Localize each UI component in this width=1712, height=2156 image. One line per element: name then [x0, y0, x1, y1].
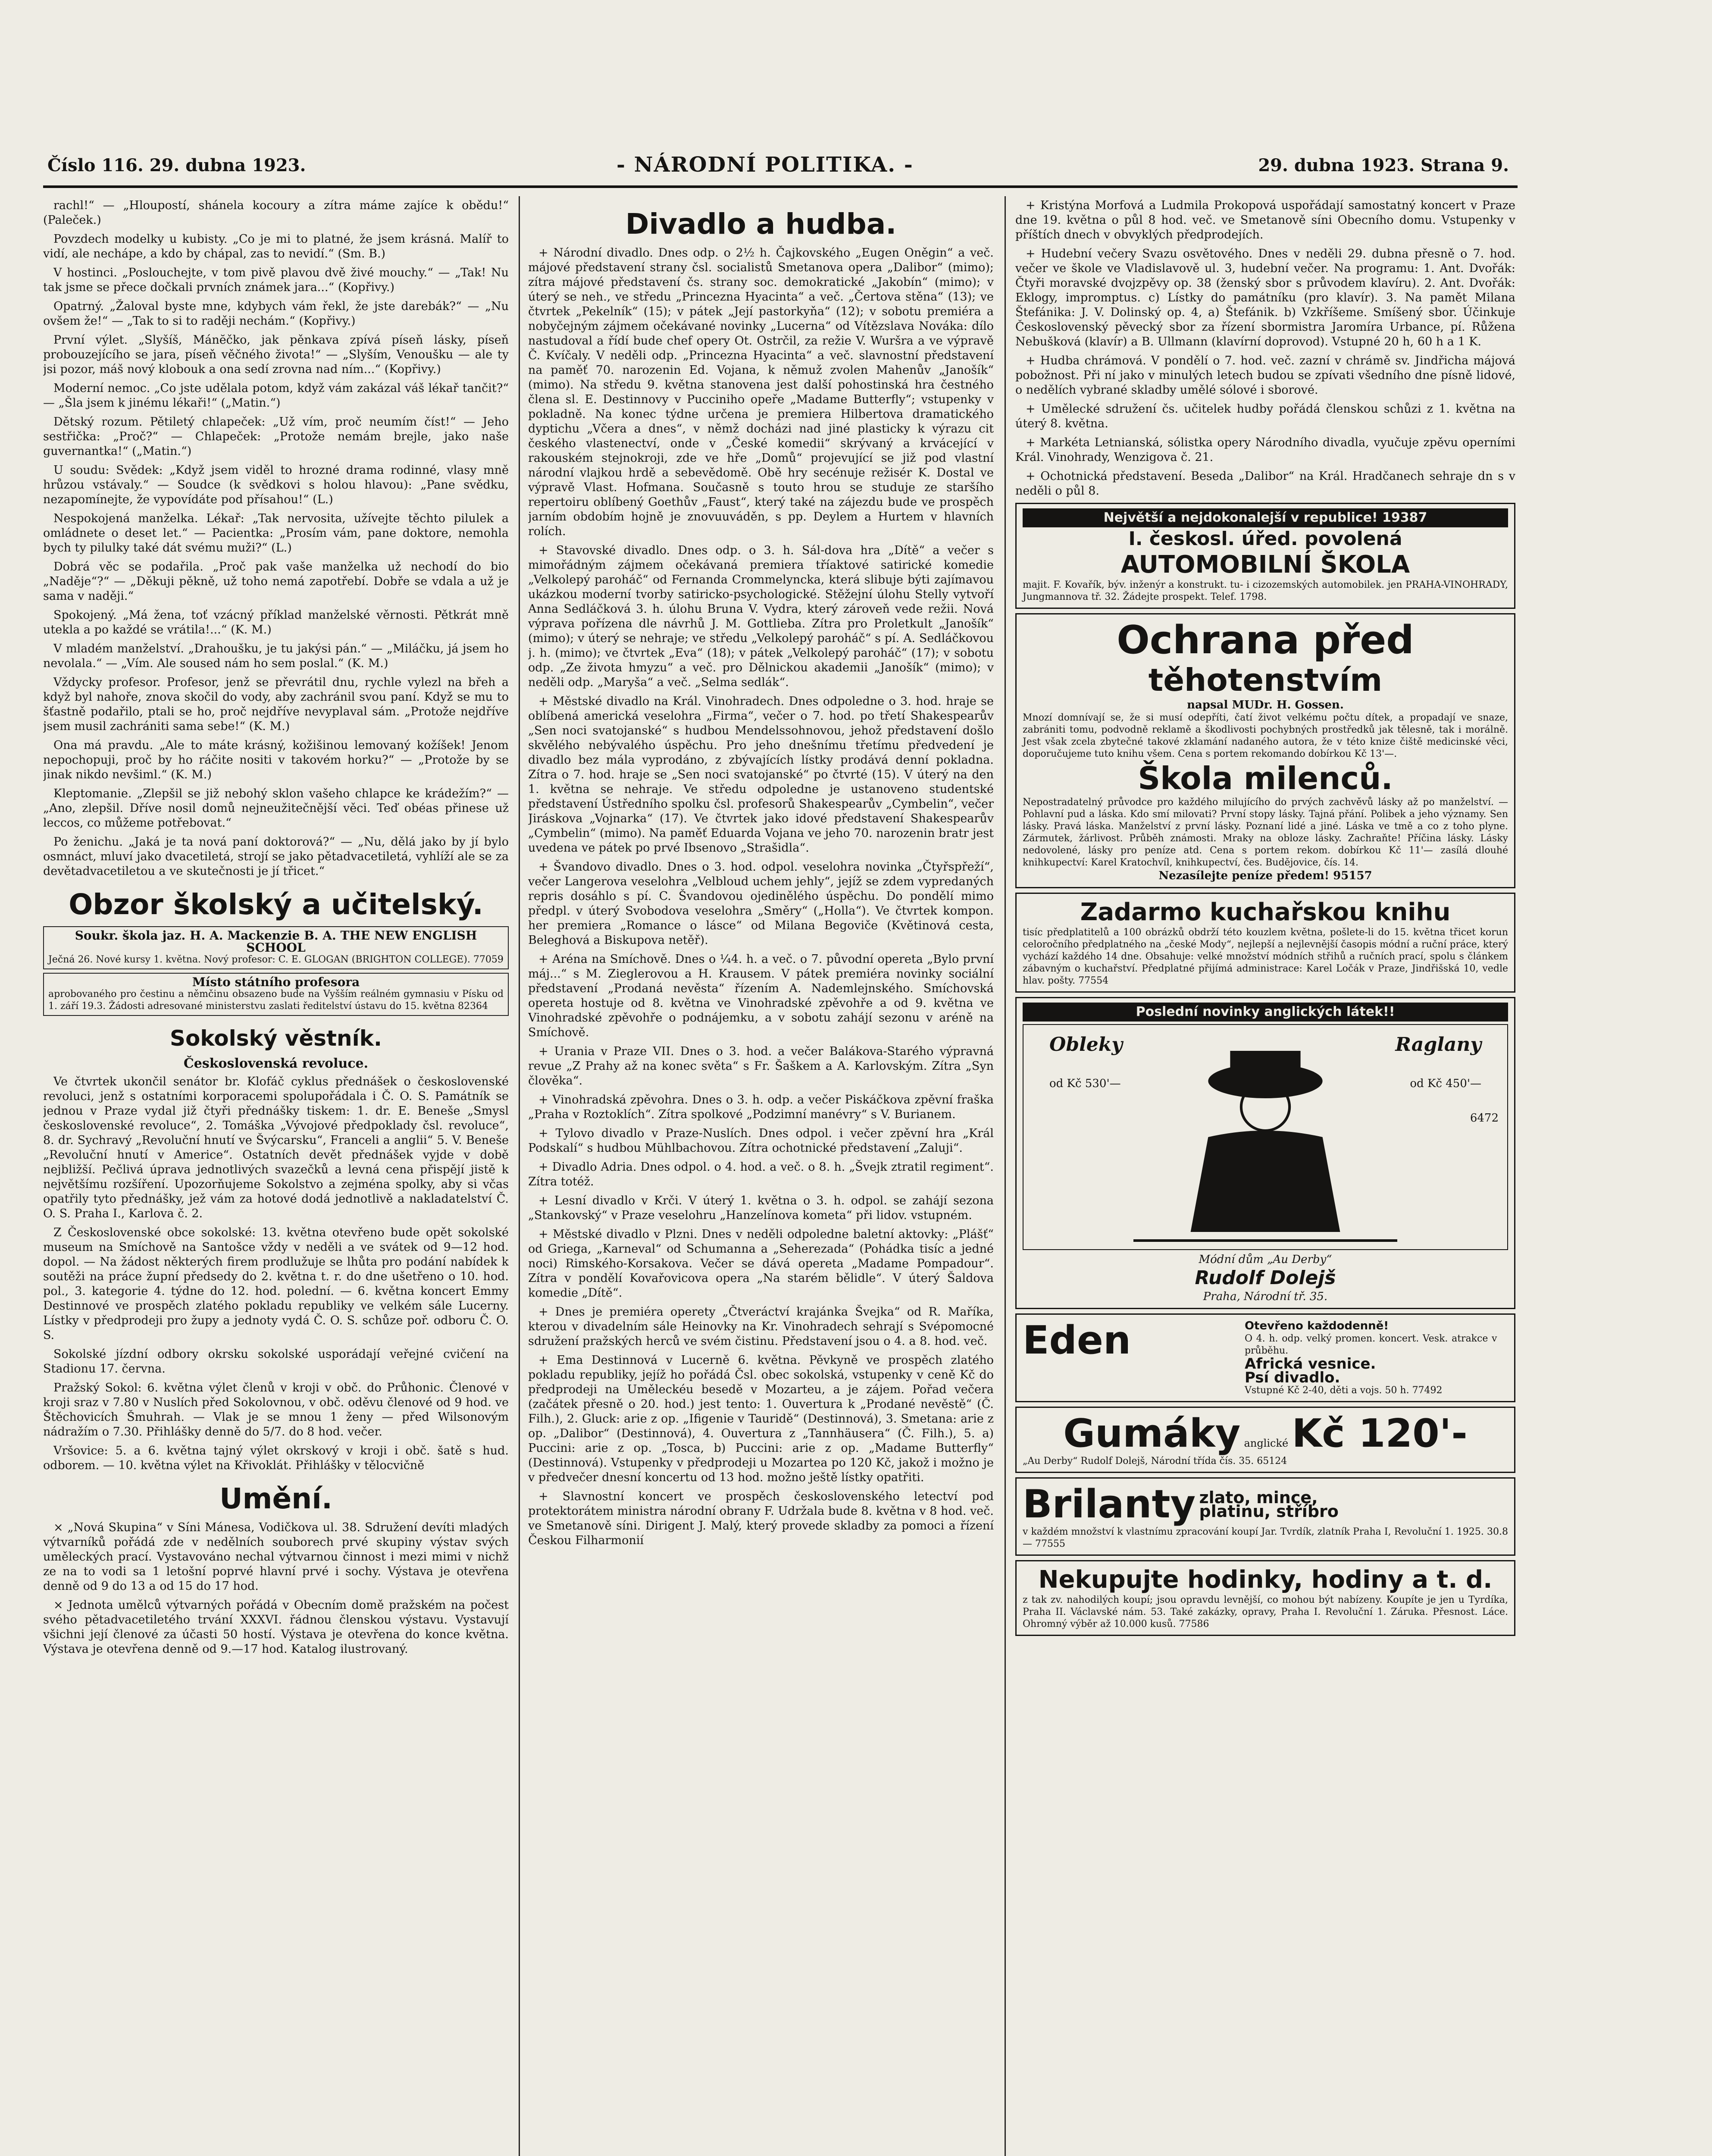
- jokes-section: [43, 198, 509, 879]
- ad-subheadline: Psí divadlo.: [1244, 1369, 1340, 1386]
- shop-label: Módní dům „Au Derby“: [1199, 1253, 1332, 1266]
- ad-subheadline: zlato, mince, platinu, stříbro: [1199, 1488, 1339, 1521]
- theatre-paragraph: + Vinohradská zpěvohra. Dnes o 3. h. odp. a večer Piskáčkova zpěvní fraška „Praha v Roztoklích“. Zítra spolkové „Podzimní manévry“ s V. Burianem.: [528, 1093, 994, 1121]
- joke-paragraph: Opatrný. „Žaloval byste mne, kdybych vám řekl, že jste darebák?“ — „Nu ovšem že!“ — „Tak to si to raději nechám.“ (Kopřivy.): [43, 300, 509, 328]
- column-divider: [519, 196, 520, 2156]
- ad-driving-school: [1015, 503, 1515, 609]
- masthead: - NÁRODNÍ POLITIKA. -: [617, 153, 914, 177]
- theatre-paragraph: + Ema Destinnová v Lucerně 6. května. Pěvkyně ve prospěch zlatého pokladu republiky, jejíž ho pořádá Čsl. obec sokolská, vstupenky v ceně Kč do předprodeji na Uměleckéu besedě v Mozarteu, a je zájem. Pořad večera (začátek přesně o 20. hod.) jest tento: 1. Ouvertura k „Prodané nevěstě“ (Č. Filh.), 2. Gluck: arie z op. „Ifigenie v Tauridě“ (Destinnová), 3. Smetana: arie z op. „Dalibor“ (Destinnová), 4. Ouvertura z „Tannhäusera“ (Č. Filh.), 5. a) Puccini: arie z op. „Tosca, b) Puccini: arie z op. „Madame Butterfly“ (Destinnová). Vstupenky v předprodeji u Mozartea po 120 Kč, jakož i možno je v předvečer dnesní koncertu od 13 hod. možno ještě lístky opatřiti.: [528, 1354, 994, 1484]
- theatre-section: [528, 246, 994, 1548]
- ad-author: napsal MUDr. H. Gossen.: [1187, 699, 1344, 711]
- theatre-paragraph: + Tylovo divadlo v Praze-Nuslích. Dnes odpol. i večer zpěvní hra „Král Podskalí“ s hudbou Mühlbachovou. Zítra ochotnické představení „Zaluji“.: [528, 1127, 994, 1155]
- music-paragraph: + Hudba chrámová. V pondělí o 7. hod. več. zazní v chrámě sv. Jindřicha májová pobožnost. Při ní jako v minulých letech budou se zpívati všedního dne písně lidové, o nedělích vybrané skladby umělé sólové i sborové.: [1015, 354, 1515, 397]
- theatre-paragraph: + Lesní divadlo v Krči. V úterý 1. května o 3. h. odpol. se zahájí sezona „Stankovský“ v Praze veselohru „Hanzelínova kometa“ při lidov. vstupném.: [528, 1194, 994, 1222]
- sokol-paragraph: Sokolské jízdní odbory okrsku sokolské usporádají veřejné cvičení na Stadionu 17. června.: [43, 1348, 509, 1376]
- ad-books: [1015, 613, 1515, 888]
- joke-paragraph: Dobrá věc se podařila. „Proč pak vaše manželka už nechodí do bio „Naděje“?“ — „Děkuji pěkně, už toho nemá zapotřebí. Dobře se vdala a už je sama v naději.“: [43, 560, 509, 603]
- ad-headline: Eden: [1023, 1318, 1131, 1363]
- ad-headline: Brilanty: [1023, 1482, 1196, 1527]
- ad-text: tisíc předplatitelů a 100 obrázků obdrží této kouzlem května, pošlete-li do 15. května třicet korun celoročního předplatného na „české Mody“, nejlepší a nejlevnější časopis módní a ruční práce, který vychází každého 14 dne. Obsahuje: velké množství módních střihů a ručních prací, spolu s článkem zábavným o kuchařství. Předplatné přijímá administrace: Karel Ločák v Praze, Jindřišská 10, vedle hlav. pošty. 77554: [1023, 927, 1508, 986]
- ad-headline: AUTOMOBILNÍ ŠKOLA: [1120, 551, 1410, 579]
- header-rule: [43, 185, 1518, 188]
- joke-paragraph: Vždycky profesor. Profesor, jenž se převrátil dnu, rychle vylezl na břeh a když byl nahoře, znova skočil do vody, aby zachránil svou paní. Když se mu to šťastně podařilo, ptali se ho, proč nejdříve nevyplaval sám. „Protože nejdříve jsem musil zachrániti sama sebe!“ (K. M.): [43, 676, 509, 733]
- music-paragraph: + Kristýna Morfová a Ludmila Prokopová uspořádají samostatný koncert v Praze dne 19. května o půl 8 hod. več. ve Smetanově síni Obecního domu. Vstupenky v příštích dnech v obvyklých předprodejích.: [1015, 199, 1515, 241]
- ad-price: od Kč 450'—: [1410, 1077, 1481, 1090]
- ad-text: Mnozí domnívají se, že si musí odepříti, čatí život velkému počtu dítek, a propadají ve snaze, zabrániti tomu, podvodně reklamě a škodlivosti pochybných prostředků jak tělesně, tak i morálně. Jest však zcela zbytečné takové zklamání nadaného autora, že v této knize čiště medicinské věci, doporučujeme tuto knihu všem. Cena s portem rekomando dobírkou Kč 13'—.: [1023, 712, 1508, 759]
- art-paragraph: × Jednota umělců výtvarných pořádá v Obecním domě pražském na počest svého pětadvacetiletého trvání XXXVI. řádnou členskou výstavu. Vystavují všichni její členové za účasti 50 hostí. Výstava je otevřena do konce května. Výstava je otevřena denně od 9.—17 hod. Katalog ilustrovaný.: [43, 1598, 509, 1656]
- theatre-paragraph: + Stavovské divadlo. Dnes odp. o 3. h. Sál-dova hra „Dítě“ a večer s mimořádným zájmem očekávaná premiera tříaktové satirické komedie „Velkolepý paroháč“ od Fernanda Crommelyncka, která slibuje býti zajímavou ukázkou moderní tvorby satiricko-psychologické. Stěžejní úlohu Stelly vytvoří Anna Sedláčková 3. h. úlohu Bruna V. Vydra, který zároveň vede režii. Nová výprava pořízena dle návrhů J. M. Gottlieba. Zítra pro Proletkult „Janošík“ (mimo); v úterý se nehraje; ve středu „Velkolepý paroháč“ s pí. A. Sedláčkovou j. h. (mimo); ve čtvrtek „Eva“ (18); v pátek „Velkolepý paroháč“ (17); v sobotu odp. „Ze života hmyzu“ a več. pro Dělnickou akademii „Janošík“ (mimo); v neděli odp. „Maryša“ a več. „Selma sedlák“.: [528, 544, 994, 689]
- ad-eden: [1015, 1313, 1515, 1402]
- date-page: 29. dubna 1923. Strana 9.: [1258, 155, 1509, 175]
- ad-banner: Největší a nejdokonalejší v republice! 19387: [1023, 508, 1508, 527]
- ad-headline: Škola milenců.: [1138, 760, 1393, 796]
- issue-info: Číslo 116. 29. dubna 1923.: [47, 155, 306, 175]
- ad-cookbook: [1015, 893, 1515, 993]
- column-divider: [1005, 196, 1006, 2156]
- joke-paragraph: U soudu: Svědek: „Když jsem viděl to hrozné drama rodinné, vlasy mně hrůzou vstávaly.“ — Soudce (k svědkovi s holou hlavou): „Pane svědku, nezapomínejte, že vypovídáte pod přísahou!“ (L.): [43, 464, 509, 506]
- joke-paragraph: V mladém manželství. „Drahoušku, je tu jakýsi pán.“ — „Miláčku, já jsem ho nevolala.“ — „Vím. Ale soused nám ho sem poslal.“ (K. M.): [43, 642, 509, 670]
- ad-footer: Vstupné Kč 2-40, děti a vojs. 50 h. 77492: [1244, 1385, 1443, 1396]
- ad-watches: [1015, 1560, 1515, 1636]
- theatre-paragraph: + Urania v Praze VII. Dnes o 3. hod. a večer Balákova-Starého výpravná revue „Z Prahy až na konec světa“ s Fr. Šaškem a A. Karlovským. Zítra „Syn člověka“.: [528, 1045, 994, 1087]
- ad-text: „Au Derby“ Rudolf Dolejš, Národní třída čís. 35. 65124: [1023, 1456, 1287, 1467]
- music-paragraph: + Hudební večery Svazu osvětového. Dnes v neděli 29. dubna přesně o 7. hod. večer ve škole ve Vladislavově ul. 3, hudební večer. Na programu: 1. Ant. Dvořák: Čtyři moravské dvojzpěvy op. 38 (ženský sbor s průvodem klavíru). 2. Ant. Dvořák: Eklogy, impromptus. c) Lístky do památníku (pro klavír). 3. Na pamět Milana Štefánika: J. V. Dolinský op. 4, a) Štefánik. b) Vzkříšeme. Smíšený sbor. Účinkuje Československý pěvecký sbor za řízení sbormistra Jaromíra Urbance, pí. Růžena Nebušková (klavír) a B. Ullmann (klavírní doprovod). Vstupné 20 h, 60 h a 1 K.: [1015, 247, 1515, 348]
- subsection-title: Československá revoluce.: [183, 1056, 369, 1071]
- theatre-paragraph: + Národní divadlo. Dnes odp. o 2½ h. Čajkovského „Eugen Oněgin“ a več. májové představení strany čsl. socialistů Smetanova opera „Dalibor“ (mimo); zítra májové představení čs. strany soc. demokratické „Jakobín“ (mimo); v úterý se neh., ve středu „Princezna Hyacinta“ a več. „Čertova stěna“ (13); ve čtvrtek „Pekelník“ (15); v pátek „Její pastorkyňa“ (12); v sobotu premiéra a nobyčejným zájmem očekávané novinky „Lucerna“ od Vítězslava Nováka: dílo nastudoval a řídí bude chef opery Ot. Ostrčil, za režie V. Wuršra a ve výpravě Č. Kvíčaly. V neděli odp. „Princezna Hyacinta“ a več. slavnostní představení na paměť 70. narozenin Ed. Vojana, k němuž zvolen Mahenův „Janošík“ (mimo). Na středu 9. května stanovena jest další pohostinská hra čestného člena sl. E. Destinnovy v Pucciniho opeře „Madame Butterfly“; vstupenky v pokladně. Na konec týdne určena je premiera Hilbertova dramatického dyptichu „Včera a dnes“, v němž docházi nad jiné plasticky k výrazu cit českého vlastenectví, onde v „České komedii“ skrývaný a krvácející v rakouském stejnokroji, zde ve hře „Domů“ projevující se již pod vlastní národní vlajkou hrdě a sebevědomě. Obě hry secénuje režisér K. Dostal ve výpravě Vlast. Hofmana. Současně s touto hrou se studuje ze staršího repertoiru oblíbený Goethův „Faust“, který také na zájezdu bude ve prospěch jarním obdobím hojně je znovuuváděn, s pp. Deylem a Hurtem v hlavních rolích.: [528, 246, 994, 538]
- ad-price: Kč 120'-: [1292, 1411, 1468, 1456]
- ad-text: z tak zv. nahodilých koupí; jsou opravdu levnější, co mohou být nabízeny. Koupíte je jen u Tyrdíka, Praha II. Václavské nám. 53. Také zakázky, opravy, Praha I. Revoluční 1. Záruka. Přesnost. Láce. Ohromný výběr až 10.000 kusů. 77586: [1023, 1595, 1508, 1630]
- ad-banner: Poslední novinky anglických látek!!: [1023, 1003, 1508, 1022]
- ad-headline: těhotenstvím: [1148, 662, 1383, 698]
- ad-footer: Nezasílejte peníze předem! 95157: [1158, 869, 1372, 882]
- section-title-umeni: Umění.: [219, 1482, 332, 1515]
- ad-headline: Ochrana před: [1117, 617, 1414, 663]
- ad-text: Nepostradatelný průvodce pro každého milujícího do prvých zachvěvů lásky až po manželství. — Pohlavní pud a láska. Kdo smí milovati? První stopy lásky. Tajná přání. Polibek a jeho významy. Sen lásky. Pravá láska. Manželství z první lásky. Poznaní lidé a jiné. Láska ve tmě a co z toho plyne. Zármutek, žárlivost. Průběh známosti. Mraky na obloze lásky. Zachraňte! Příčina lásky. Lásky nedovolené, lásky pro peníze atd. Cena s portem rekom. dobírkou Kč 11'— zasílá dlouhé knihkupectví: Karel Kratochvíl, knihkupectví, čes. Budějovice, čís. 14.: [1023, 797, 1508, 868]
- theatre-paragraph: + Divadlo Adria. Dnes odpol. o 4. hod. a več. o 8. h. „Švejk ztratil regiment“. Zítra totéž.: [528, 1160, 994, 1188]
- notice-text: Ječná 26. Nové kursy 1. května. Nový profesor: C. E. GLOGAN (BRIGHTON COLLEGE). 77059: [48, 954, 504, 965]
- ad-headline: I. českosl. úřed. povolená: [1128, 528, 1402, 550]
- page-header: [43, 151, 1509, 181]
- section-title-obzor: Obzor školský a učitelský.: [69, 888, 483, 921]
- column-middle: [528, 198, 994, 2156]
- notice-title: Soukr. škola jaz. H. A. Mackenzie B. A. THE NEW ENGLISH SCHOOL: [75, 928, 477, 955]
- ad-diamonds: [1015, 1477, 1515, 1556]
- notice-professor: [43, 973, 509, 1016]
- theatre-paragraph: + Aréna na Smíchově. Dnes o ¼4. h. a več. o 7. původní opereta „Bylo první máj...“ s M. Zieglerovou a H. Krausem. V pátek premiéra novinky sociální představení „Prodaná nevěsta“ řízením A. Nademlejnského. Smíchovská opereta hostuje od 8. května ve Vinohradské zpěvohře a od 9. května ve Vinohradské zpěvohře o podnájemku, a v sobotu zahájí sezonu v aréně na Smíchově.: [528, 953, 994, 1039]
- sokol-paragraph: Z Československé obce sokolské: 13. května otevřeno bude opět sokolské museum na Smíchově na Santošce vždy v neděli a ve svátek od 9—12 hod. dopol. — Na žádost některých firem prodlužuje se lhůta pro podání nabídek k soutěži na práce župní předsedy do 2. května t. r. do dne ušetřeno o 10. hod. pol., 3. kategorie 4. týdne do 12. hod. polední. — 6. května koncert Emmy Destinnové ve prospěch zlatého pokladu republiky ve velkém sále Lucerny. Lístky v předprodeji pro župy a jednoty vydá Č. O. S. schůze poř. odboru Č. O. S.: [43, 1226, 509, 1342]
- notice-text: aprobovaného pro čestinu a němčinu obsazeno bude na Vyšším reálném gymnasiu v Písku od 1. září 19.3. Žádosti adresované ministerstvu zaslati ředitelství ústavu do 15. května 82364: [48, 989, 504, 1012]
- theatre-paragraph: + Švandovo divadlo. Dnes o 3. hod. odpol. veselohra novinka „Čtyřspřeží“, večer Langerova veselohra „Velbloud uchem jehly“, jejíž se zdem vypredaných repris dosáhlo s pí. C. Švandovou ojedinělého úspěchu. Do pondělí mimo předpl. v úterý Svobodova veselohra „Směry“ („Holla“). Ve čtvrtek kompon. her premiera „Romance o lásce“ od Milana Begoviče (Květinová cesta, Beleghová a Biskupova netěř).: [528, 860, 994, 947]
- music-paragraph: + Umělecké sdružení čs. učitelek hudby pořádá členskou schůzi z 1. května na úterý 8. května.: [1015, 402, 1515, 430]
- sokol-paragraph: Pražský Sokol: 6. května výlet členů v kroji v obč. do Průhonic. Členové v kroji sraz v 7.80 v Nuslích před Sokolovnou, v obč. oděvu členové od 9 hod. ve Štěchovicích Šmuhrah. — Vlak je se mnou 1 ženy — před Wilsonovým nádražím o 7.30. Přihlášky denně do 5/7. do 8 hod. večer.: [43, 1381, 509, 1438]
- column-left: [43, 198, 509, 2156]
- ad-headline: Zadarmo kuchařskou knihu: [1080, 898, 1451, 926]
- ad-headline: Gumáky: [1063, 1411, 1241, 1456]
- joke-paragraph: rachl!“ — „Hloupostí, shánela kocoury a zítra máme zajíce k obědu!“ (Paleček.): [43, 199, 509, 227]
- theatre-paragraph: + Městské divadlo na Král. Vinohradech. Dnes odpoledne o 3. hod. hraje se oblíbená americká veselohra „Firma“, večer o 7. hod. po třetí Shakespearův „Sen noci svatojanské“ s hudbou Mendelssohnovou, jehož představení došlo skvělého nebývalého úspěchu. Pro jeho dnešnímu třetímu předvedení je divadlo bez mála vyprodáno, z zbývajících lístky prodává denní pokladna. Zítra o 7. hod. hraje se „Sen noci svatojanské“ po čtvrté (15). V úterý na den 1. května se nehraje. Ve středu odpoledne je ustanoveno studentské představení Ústředního spolku čsl. profesorů Shakespearův „Cymbelin“, večer Jiráskova „Vojnarka“ (17). Ve čtvrtek jako idové představení Shakespearův „Cymbelin“ (mimo). Na paměť Eduarda Vojana ve jeho 70. narozenin bratr jest uvedena ve pátek po prvé Ibsenovo „Strašidla“.: [528, 695, 994, 855]
- joke-paragraph: Moderní nemoc. „Co jste udělala potom, když vám zakázal váš lékař tančit?“ — „Šla jsem k jinému lékaři!“ („Matin.“): [43, 382, 509, 410]
- ad-text: O 4. h. odp. velký promen. koncert. Vesk. atrakce v průběhu.: [1244, 1333, 1497, 1356]
- ad-code: 6472: [1470, 1112, 1499, 1125]
- ad-label: Raglany: [1395, 1034, 1481, 1056]
- ad-price: od Kč 530'—: [1049, 1077, 1121, 1090]
- notice-english-school: [43, 926, 509, 969]
- joke-paragraph: Nespokojená manželka. Lékař: „Tak nervosita, užívejte těchto pilulek a omládnete o deset let.“ — Pacientka: „Prosím vám, pane doktore, nemohla bych ty pilulky také dát svému muži?“ (L.): [43, 512, 509, 555]
- joke-paragraph: Povzdech modelky u kubisty. „Co je mi to platné, že jsem krásná. Malíř to vidí, ale nechápe, a kdo by chápal, zas to nevidí.“ (Sm. B.): [43, 232, 509, 260]
- shop-name: Rudolf Dolejš: [1195, 1267, 1336, 1289]
- joke-paragraph: Kleptomanie. „Zlepšil se již nebohý sklon vašeho chlapce ke krádežím?“ — „Ano, zlepšil. Dříve nosil domů nejneužitečnější věci. Teď obéas přinese už leccos, co můžeme potřebovat.“: [43, 787, 509, 830]
- theatre-paragraph: + Městské divadlo v Plzni. Dnes v neděli odpoledne baletní aktovky: „Plášť“ od Griega, „Karneval“ od Schumanna a „Seherezada“ (Pohádka tisíc a jedné noci) Rimského-Korsakova. Večer se dává opereta „Madame Pompadour“. Zítra v pondělí Kovařovicova opera „Na starém bělidle“. V úterý Šaldova komedie „Dítě“.: [528, 1228, 994, 1300]
- music-section: [1015, 198, 1515, 498]
- art-section: [43, 1520, 509, 1657]
- column-right: [1015, 198, 1515, 2156]
- ad-rubber-boots: [1015, 1407, 1515, 1473]
- music-paragraph: + Ochotnická představení. Beseda „Dalibor“ na Král. Hradčanech sehraje dn s v neděli o půl 8.: [1015, 470, 1515, 498]
- sokol-section: [43, 1075, 509, 1473]
- shop-address: Praha, Národní tř. 35.: [1203, 1290, 1328, 1303]
- joke-paragraph: V hostinci. „Poslouchejte, v tom pivě plavou dvě živé mouchy.“ — „Tak! Nu tak jsme se přece dočkali prvních známek jara...“ (Kopřivy.): [43, 266, 509, 294]
- joke-paragraph: Po ženichu. „Jaká je ta nová paní doktorová?“ — „Nu, dělá jako by jí bylo osmnáct, mluví jako dvacetiletá, strojí se jako pětadvacetiletá, vyhlíží ale se za devětadvacetiletou a ve skutečnosti je jí třicet.“: [43, 835, 509, 878]
- ad-fashion: [1015, 997, 1515, 1309]
- section-title-divadlo: Divadlo a hudba.: [625, 207, 897, 241]
- theatre-paragraph: + Dnes je premiéra operety „Čtveráctví krajánka Švejka“ od R. Maříka, kterou v divadelním sále Heinovky na Kr. Vinohradech sehrají s Svépomocné sdružení pražských herců ve svém čistinu. Představení jsou o 4. a 8. hod. več.: [528, 1305, 994, 1348]
- joke-paragraph: První výlet. „Slyšíš, Mánĕčko, jak pěnkava zpívá píseň lásky, píseň probouzejícího se jara, píseň věčného života!“ — „Slyším, Venoušku — ale ty jsi pozor, máš nový klobouk a ona sedí zrovna nad ním...“ (Kopřivy.): [43, 333, 509, 376]
- ad-text: v každém množství k vlastnímu zpracování koupí Jar. Tvrdík, zlatník Praha I, Revoluční 1. 1925. 30.8 — 77555: [1023, 1526, 1508, 1549]
- joke-paragraph: Dětský rozum. Pětiletý chlapeček: „Už vím, proč neumím číst!“ — Jeho sestřička: „Proč?“ — Chlapeček: „Protože nemám brejle, jako naše guvernantka!“ („Matin.“): [43, 415, 509, 458]
- sokol-paragraph: Vršovice: 5. a 6. května tajný výlet okrskový v kroji i obč. šatě s hud. odborem. — 10. května výlet na Křivoklát. Přihlášky v tělocvičně: [43, 1444, 509, 1472]
- ad-small: anglické: [1244, 1437, 1289, 1449]
- art-paragraph: × „Nová Skupina“ v Síni Mánesa, Vodičkova ul. 38. Sdružení devíti mladých výtvarníků pořádá zde v nedělních souborech prvé skupiny výstav svých uměleckých prací. Vystavováno nechal výtvarnou činnost i mezi mimi v nichž ze na to vodi sa 1 letošní poprvé hlavní prvé i sochy. Výstava je otevřena denně od 9 do 13 a od 15 do 17 hod.: [43, 1521, 509, 1593]
- ad-text: majit. F. Kovařík, býv. inženýr a konstrukt. tu- i cizozemských automobilek. jen PRAHA-VINOHRADY, Jungmannova tř. 32. Žádejte prospekt. Telef. 1798.: [1023, 580, 1508, 602]
- ad-label: Obleky: [1049, 1034, 1123, 1056]
- joke-paragraph: Spokojený. „Má žena, toť vzácný příklad manželské věrnosti. Pětkrát mně utekla a po každé se vrátila!...“ (K. M.): [43, 608, 509, 636]
- ad-headline: Nekupujte hodinky, hodiny a t. d.: [1038, 1566, 1493, 1594]
- joke-paragraph: Ona má pravdu. „Ale to máte krásný, kožišinou lemovaný kožíšek! Jenom nepochopuji, proč by ho ráčite nositi v takovém horku?“ — „Protože by se jinak nikdo nevšiml.“ (K. M.): [43, 739, 509, 781]
- theatre-paragraph: + Slavnostní koncert ve prospěch československého letectví pod protektorátem ministra národní obrany F. Udržala bude 8. května v 8 hod. več. ve Smetanově síni. Dirigent J. Malý, který provede skladby za pomoci a řízení Českou Filharmonií: [528, 1490, 994, 1547]
- notice-title: Místo státního profesora: [192, 975, 360, 989]
- ad-subheadline: Africká vesnice.: [1244, 1355, 1376, 1373]
- sokol-paragraph: Ve čtvrtek ukončil senátor br. Klofáč cyklus přednášek o československé revoluci, jenž s ostatními korporacemi spolupořádala i Č. O. S. Památník se jednou v Praze vydal již čtyři přednášky tiskem: 1. dr. E. Beneše „Smysl československé revoluce“, 2. Tomáška „Vývojové předpoklady čsl. revoluce“, 8. dr. Sychravý „Revoluční hnutí ve Švýcarsku“, Franceli a anglii“ 5. V. Beneše „Revoluční hnutí v Americe“. Ostatních devět přednášek vyjde v době nejbližší. Pečlivá úprava jednotlivých svazečků a levná cena přispějí jistě k největšímu rozšíření. Upozorňujeme Sokolstvo a zejména spolky, aby si včas opatřily tyto přednášky, jež vám za hotové dodá jednotlivě a nakladatelství Č. O. S. Praha I., Karlova č. 2.: [43, 1075, 509, 1220]
- gentleman-icon: [1023, 1025, 1507, 1249]
- gentleman-illustration: [1023, 1024, 1508, 1250]
- section-title-sokol: Sokolský věstník.: [170, 1026, 382, 1051]
- ad-subheadline: Otevřeno každodenně!: [1244, 1319, 1389, 1332]
- music-paragraph: + Markéta Letnianská, sólistka opery Národního divadla, vyučuje zpěvu operními Král. Vinohrady, Wenzigova č. 21.: [1015, 436, 1515, 464]
